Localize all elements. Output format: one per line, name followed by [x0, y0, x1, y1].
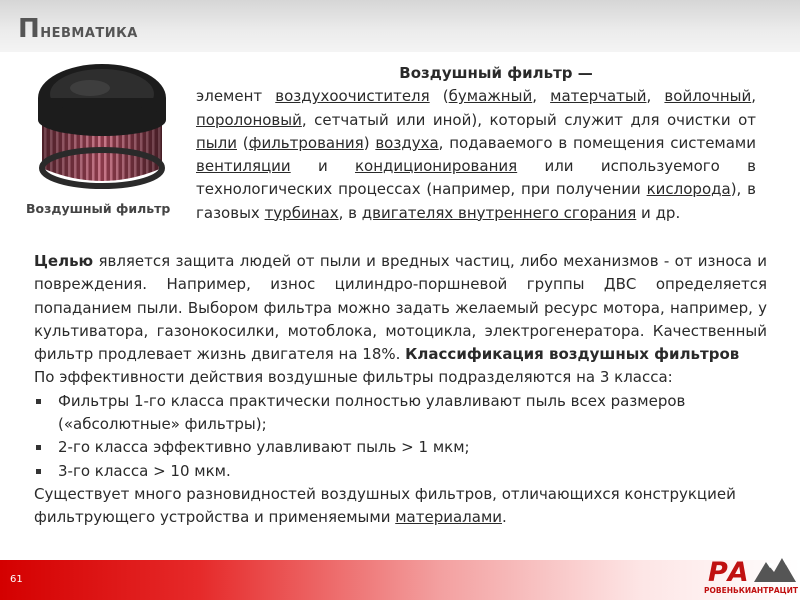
link-pyl[interactable]: пыли [196, 133, 237, 152]
image-caption: Воздушный фильтр [26, 201, 171, 216]
closing-paragraph: Существует много разновидностей воздушных фильтров, отличающихся конструкцией фильтрующего устройства и применяемыми материалами. [34, 484, 736, 527]
link-ventilyaciya[interactable]: вентиляции [196, 157, 291, 176]
efficiency-intro: По эффективности действия воздушные фильтры подразделяются на 3 класса: [34, 368, 673, 387]
definition-block [196, 62, 756, 225]
link-voylochny[interactable]: войлочный [664, 87, 752, 106]
page-title: Пневматика [18, 14, 138, 44]
class-list [34, 390, 767, 483]
main-text [34, 250, 767, 530]
purpose-paragraph: Целью является защита людей от пыли и вредных частиц, либо механизмов - от износа и повреждения. Например, износ цилиндро-поршневой группы ДВС определяется попаданием пыли. Выбором фильтра можно задать желаемый ресурс мотора, например, у культиватора, газонокосилки, мотоблока, мотоцикла, электрогенератора. Качественный фильтр продлевает жизнь двигателя на 18%. Классификация воздушных фильтров [34, 252, 767, 364]
link-filtrovanie[interactable]: фильтрования [248, 133, 364, 152]
purpose-lead: Целью [34, 252, 94, 270]
list-item: 2-го класса эффективно улавливают пыль > 1 мкм; [58, 436, 767, 459]
link-vozduh[interactable]: воздуха [375, 133, 439, 152]
link-kislorod[interactable]: кислорода [646, 180, 731, 199]
link-porolonovy[interactable]: поролоновый [196, 110, 302, 129]
list-item: Фильтры 1-го класса практически полностью улавливают пыль всех размеров («абсолютные» фильтры); [58, 390, 767, 437]
definition-title: Воздушный фильтр — [399, 64, 593, 82]
link-materialy[interactable]: материалами [395, 508, 503, 527]
air-filter-image [20, 58, 185, 196]
svg-text:РА: РА [708, 557, 749, 588]
list-item: 3-го класса > 10 мкм. [58, 460, 767, 483]
classification-heading: Классификация воздушных фильтров [405, 345, 740, 364]
footer-bar [0, 560, 800, 600]
link-kondicionirovanie[interactable]: кондиционирования [355, 157, 518, 176]
link-dvs[interactable]: двигателях внутреннего сгорания [361, 203, 637, 222]
link-vozduhoochistitel[interactable]: воздухоочистителя [275, 87, 430, 106]
definition-text: элемент воздухоочистителя (бумажный, матерчатый, войлочный, поролоновый, сетчатый или иной), который служит для очистки от пыли (фильтрования) воздуха, подаваемого в помещения системами вентиляции и кондиционирования или используемого в технологических процессах (например, при получении кислорода), в газовых турбинах, в двигателях внутреннего сгорания и др. [196, 87, 756, 222]
logo-company-name: РОВЕНЬКИАНТРАЦИТ [704, 586, 798, 595]
link-turbiny[interactable]: турбинах [264, 203, 339, 222]
link-materchaty[interactable]: матерчатый [550, 87, 647, 106]
page-number: 61 [10, 574, 23, 585]
link-bumazhny[interactable]: бумажный [448, 87, 533, 106]
